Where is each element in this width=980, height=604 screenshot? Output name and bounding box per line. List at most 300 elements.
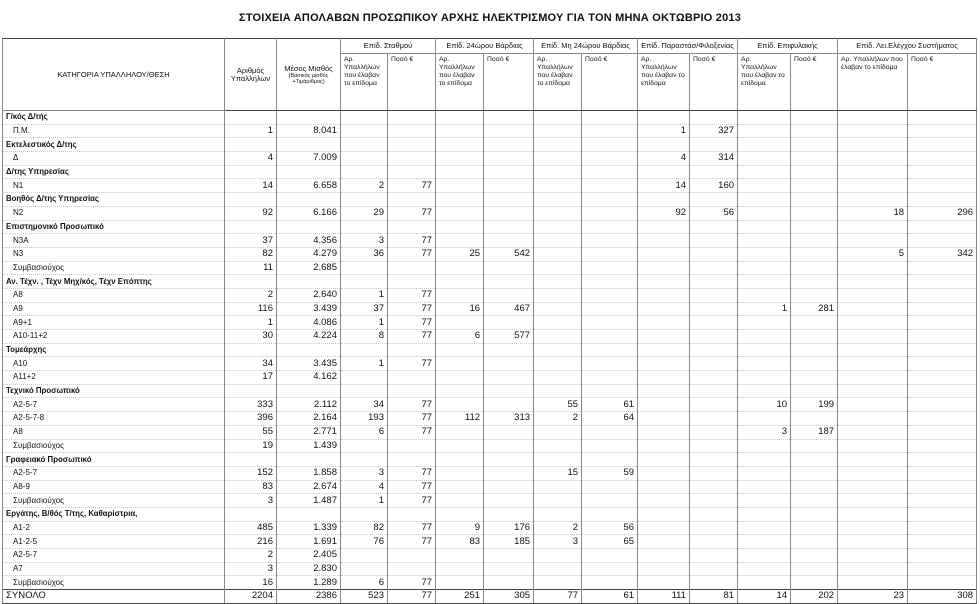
table-cell <box>690 576 738 590</box>
table-cell <box>484 152 534 166</box>
table-cell: 2.640 <box>277 288 341 302</box>
table-cell: 83 <box>436 535 484 549</box>
table-cell <box>436 206 484 220</box>
table-cell: 577 <box>484 330 534 344</box>
table-cell <box>638 234 690 248</box>
table-cell <box>534 357 582 371</box>
amount-subheader: Ποσό € <box>791 54 838 111</box>
table-cell <box>738 316 791 330</box>
table-cell: 36 <box>341 247 388 261</box>
empty-cell <box>638 111 690 125</box>
table-cell: 467 <box>484 302 534 316</box>
table-cell: 2.771 <box>277 425 341 439</box>
empty-cell <box>638 384 690 398</box>
empty-cell <box>484 507 534 521</box>
table-cell: 333 <box>225 398 277 412</box>
empty-cell <box>791 220 838 234</box>
table-cell: 296 <box>908 206 977 220</box>
group-row <box>3 220 977 234</box>
table-cell <box>388 261 436 275</box>
position-label: Α10-11+2 <box>3 330 225 344</box>
table-cell <box>908 549 977 563</box>
table-cell: 92 <box>638 206 690 220</box>
table-cell: 313 <box>484 412 534 426</box>
table-cell: 396 <box>225 412 277 426</box>
table-cell <box>436 261 484 275</box>
empty-cell <box>277 193 341 207</box>
position-label: Συμβασιούχος <box>3 439 225 453</box>
table-cell <box>738 124 791 138</box>
amount-subheader: Ποσό € <box>388 54 436 111</box>
table-cell <box>690 562 738 576</box>
table-row <box>3 439 977 453</box>
table-cell <box>738 371 791 385</box>
table-cell: 76 <box>341 535 388 549</box>
table-cell: 1 <box>341 357 388 371</box>
table-cell <box>738 179 791 193</box>
table-cell: 6.166 <box>277 206 341 220</box>
group-label: Αν. Τέχν. , Τέχν Μηχ/κός, Τέχν Επόπτης <box>3 275 225 289</box>
table-cell: 77 <box>388 425 436 439</box>
empty-cell <box>277 453 341 467</box>
empty-cell <box>690 507 738 521</box>
table-cell: 3 <box>225 494 277 508</box>
position-label: Συμβασιούχος <box>3 261 225 275</box>
empty-cell <box>838 193 908 207</box>
empty-cell <box>277 111 341 125</box>
table-cell <box>484 425 534 439</box>
table-cell: 30 <box>225 330 277 344</box>
table-cell: 25 <box>436 247 484 261</box>
empty-cell <box>484 275 534 289</box>
position-label: Δ <box>3 152 225 166</box>
table-cell <box>908 576 977 590</box>
table-row <box>3 425 977 439</box>
empty-cell <box>738 275 791 289</box>
table-cell: 1 <box>225 316 277 330</box>
empty-cell <box>225 220 277 234</box>
table-cell: 2 <box>341 179 388 193</box>
category-header: ΚΑΤΗΓΟΡΙΑ ΥΠΑΛΛΗΛΟΥ/ΘΕΣΗ <box>3 39 225 111</box>
table-cell <box>436 152 484 166</box>
table-cell <box>738 439 791 453</box>
table-cell <box>690 330 738 344</box>
total-cell: 81 <box>690 590 738 604</box>
empty-cell <box>436 507 484 521</box>
table-cell: 542 <box>484 247 534 261</box>
table-row <box>3 576 977 590</box>
table-cell <box>582 316 638 330</box>
allowance-header-standby: Επίδ. Επιφυλακής <box>738 39 838 54</box>
table-cell <box>582 480 638 494</box>
table-cell <box>582 576 638 590</box>
table-cell <box>484 494 534 508</box>
table-cell <box>534 494 582 508</box>
empty-cell <box>225 275 277 289</box>
empty-cell <box>582 384 638 398</box>
position-label: Α2-5-7 <box>3 466 225 480</box>
empty-cell <box>838 220 908 234</box>
group-row <box>3 507 977 521</box>
employees-subheader: Αρ. Υπαλλήλων που έλαβαν το επίδομα <box>436 54 484 111</box>
empty-cell <box>838 138 908 152</box>
position-label: Α8 <box>3 425 225 439</box>
table-cell: 112 <box>436 412 484 426</box>
table-cell <box>534 439 582 453</box>
table-cell: 77 <box>388 535 436 549</box>
table-cell <box>838 371 908 385</box>
empty-cell <box>388 138 436 152</box>
table-cell: 1.691 <box>277 535 341 549</box>
table-cell <box>436 398 484 412</box>
table-cell <box>436 288 484 302</box>
table-row <box>3 521 977 535</box>
table-cell <box>791 439 838 453</box>
empty-cell <box>341 193 388 207</box>
table-cell <box>908 179 977 193</box>
table-cell: 34 <box>225 357 277 371</box>
table-cell <box>534 302 582 316</box>
empty-cell <box>582 111 638 125</box>
empty-cell <box>582 275 638 289</box>
empty-cell <box>738 343 791 357</box>
table-cell <box>534 562 582 576</box>
position-label: Ν3 <box>3 247 225 261</box>
position-label: Α9+1 <box>3 316 225 330</box>
table-cell: 77 <box>388 330 436 344</box>
table-cell: 77 <box>388 206 436 220</box>
table-cell <box>690 494 738 508</box>
empty-cell <box>388 111 436 125</box>
table-cell <box>838 234 908 248</box>
position-label: Ν2 <box>3 206 225 220</box>
table-cell <box>436 425 484 439</box>
table-cell <box>838 494 908 508</box>
empty-cell <box>341 384 388 398</box>
empty-cell <box>436 165 484 179</box>
table-cell: 3 <box>738 425 791 439</box>
table-cell <box>738 480 791 494</box>
empty-cell <box>341 507 388 521</box>
group-row <box>3 275 977 289</box>
table-row <box>3 247 977 261</box>
position-label: Α1-2 <box>3 521 225 535</box>
table-cell: 3 <box>534 535 582 549</box>
group-row <box>3 111 977 125</box>
empty-cell <box>341 220 388 234</box>
table-cell <box>484 480 534 494</box>
table-cell: 82 <box>225 247 277 261</box>
table-cell <box>738 247 791 261</box>
empty-cell <box>534 384 582 398</box>
table-cell <box>341 124 388 138</box>
table-cell <box>838 439 908 453</box>
table-cell <box>436 316 484 330</box>
table-cell <box>436 549 484 563</box>
empty-cell <box>484 453 534 467</box>
table-cell <box>791 206 838 220</box>
table-cell <box>341 371 388 385</box>
table-cell: 1.439 <box>277 439 341 453</box>
table-cell: 5 <box>838 247 908 261</box>
table-cell <box>791 412 838 426</box>
table-cell: 37 <box>341 302 388 316</box>
table-row <box>3 480 977 494</box>
table-cell <box>582 152 638 166</box>
empty-cell <box>791 343 838 357</box>
total-cell: 77 <box>534 590 582 604</box>
table-cell: 77 <box>388 234 436 248</box>
empty-cell <box>225 138 277 152</box>
position-label: Α2-5-7 <box>3 398 225 412</box>
empty-cell <box>388 193 436 207</box>
table-cell: 1 <box>341 316 388 330</box>
table-cell <box>582 357 638 371</box>
table-cell: 15 <box>534 466 582 480</box>
empty-cell <box>388 384 436 398</box>
table-cell <box>738 535 791 549</box>
table-cell <box>638 439 690 453</box>
table-row <box>3 330 977 344</box>
table-cell: 327 <box>690 124 738 138</box>
table-cell: 9 <box>436 521 484 535</box>
position-label: Ν3Α <box>3 234 225 248</box>
table-cell <box>484 234 534 248</box>
table-cell: 2.112 <box>277 398 341 412</box>
table-cell <box>791 562 838 576</box>
empty-cell <box>341 138 388 152</box>
table-cell: 2.830 <box>277 562 341 576</box>
empty-cell <box>484 138 534 152</box>
table-cell <box>738 412 791 426</box>
table-cell: 1 <box>341 288 388 302</box>
table-cell <box>534 179 582 193</box>
empty-cell <box>277 384 341 398</box>
table-cell <box>690 425 738 439</box>
empty-cell <box>690 220 738 234</box>
empty-cell <box>838 507 908 521</box>
table-row <box>3 562 977 576</box>
table-cell: 314 <box>690 152 738 166</box>
table-cell: 77 <box>388 398 436 412</box>
amount-subheader: Ποσό € <box>582 54 638 111</box>
table-cell <box>582 371 638 385</box>
empty-cell <box>277 138 341 152</box>
table-cell: 8.041 <box>277 124 341 138</box>
empty-cell <box>225 343 277 357</box>
empty-cell <box>738 193 791 207</box>
empty-cell <box>484 111 534 125</box>
table-cell <box>534 576 582 590</box>
empty-cell <box>388 165 436 179</box>
table-cell <box>738 357 791 371</box>
empty-cell <box>738 453 791 467</box>
empty-cell <box>738 384 791 398</box>
table-cell <box>908 466 977 480</box>
table-cell: 77 <box>388 412 436 426</box>
table-cell: 18 <box>838 206 908 220</box>
table-cell <box>908 439 977 453</box>
table-cell <box>791 247 838 261</box>
table-cell: 199 <box>791 398 838 412</box>
empty-cell <box>638 165 690 179</box>
empty-cell <box>534 453 582 467</box>
group-row <box>3 453 977 467</box>
table-cell: 3.435 <box>277 357 341 371</box>
table-cell <box>791 357 838 371</box>
table-body <box>3 111 977 604</box>
table-cell: 37 <box>225 234 277 248</box>
table-cell <box>638 398 690 412</box>
empty-cell <box>791 111 838 125</box>
salary-header <box>277 39 341 111</box>
empty-cell <box>838 343 908 357</box>
table-cell: 4.279 <box>277 247 341 261</box>
total-cell: 14 <box>738 590 791 604</box>
table-cell <box>690 247 738 261</box>
group-label: Δ/της Υπηρεσίας <box>3 165 225 179</box>
table-cell <box>738 206 791 220</box>
table-cell <box>388 439 436 453</box>
table-cell <box>838 261 908 275</box>
empty-cell <box>738 111 791 125</box>
table-cell: 1.339 <box>277 521 341 535</box>
empty-cell <box>838 384 908 398</box>
empty-cell <box>791 507 838 521</box>
table-cell <box>791 535 838 549</box>
table-cell: 64 <box>582 412 638 426</box>
table-cell <box>582 124 638 138</box>
empty-cell <box>436 384 484 398</box>
total-cell: 111 <box>638 590 690 604</box>
empty-cell <box>225 165 277 179</box>
table-cell <box>582 562 638 576</box>
table-cell <box>388 549 436 563</box>
table-cell: 176 <box>484 521 534 535</box>
empty-cell <box>484 193 534 207</box>
empty-cell <box>690 193 738 207</box>
allowance-header-system-control: Επίδ. Λει.Ελέγχου Συστήματος <box>838 39 977 54</box>
table-cell <box>638 288 690 302</box>
table-cell <box>534 288 582 302</box>
table-cell <box>908 425 977 439</box>
total-cell: 2386 <box>277 590 341 604</box>
table-cell <box>791 179 838 193</box>
empty-cell <box>534 343 582 357</box>
table-cell <box>738 562 791 576</box>
table-cell: 2 <box>534 412 582 426</box>
table-cell: 1.487 <box>277 494 341 508</box>
table-cell <box>534 247 582 261</box>
table-cell <box>638 562 690 576</box>
table-cell <box>638 494 690 508</box>
position-label: Α1-2-5 <box>3 535 225 549</box>
table-cell: 1 <box>638 124 690 138</box>
table-cell: 4.086 <box>277 316 341 330</box>
table-cell <box>838 330 908 344</box>
table-cell: 185 <box>484 535 534 549</box>
table-cell <box>690 316 738 330</box>
empty-cell <box>582 193 638 207</box>
total-cell: 61 <box>582 590 638 604</box>
table-cell <box>484 206 534 220</box>
table-cell <box>791 371 838 385</box>
table-cell <box>388 124 436 138</box>
table-row <box>3 234 977 248</box>
table-cell <box>534 234 582 248</box>
table-cell <box>582 179 638 193</box>
table-cell <box>582 288 638 302</box>
position-label: Συμβασιούχος <box>3 576 225 590</box>
table-cell <box>534 152 582 166</box>
group-row <box>3 138 977 152</box>
table-cell: 77 <box>388 466 436 480</box>
group-row <box>3 384 977 398</box>
total-cell: 308 <box>908 590 977 604</box>
table-cell <box>534 206 582 220</box>
table-cell <box>690 535 738 549</box>
employees-subheader: Αρ. Υπαλλήλων που έλαβαν το επίδομα <box>341 54 388 111</box>
table-cell <box>582 330 638 344</box>
empty-cell <box>738 138 791 152</box>
table-cell <box>791 521 838 535</box>
table-cell: 2.164 <box>277 412 341 426</box>
empty-cell <box>791 275 838 289</box>
table-cell <box>436 234 484 248</box>
empty-cell <box>436 275 484 289</box>
table-cell: 77 <box>388 521 436 535</box>
table-cell: 77 <box>388 357 436 371</box>
table-cell: 3 <box>341 466 388 480</box>
empty-cell <box>738 507 791 521</box>
table-cell <box>638 521 690 535</box>
table-row <box>3 535 977 549</box>
table-cell <box>638 247 690 261</box>
table-cell <box>838 288 908 302</box>
empty-cell <box>638 138 690 152</box>
empty-cell <box>341 111 388 125</box>
table-cell <box>690 302 738 316</box>
table-cell <box>690 357 738 371</box>
total-cell: 251 <box>436 590 484 604</box>
table-cell <box>791 576 838 590</box>
empty-cell <box>690 138 738 152</box>
position-label: Α2-5-7-8 <box>3 412 225 426</box>
table-cell <box>436 480 484 494</box>
empty-cell <box>791 165 838 179</box>
empty-cell <box>484 165 534 179</box>
table-cell: 1 <box>738 302 791 316</box>
table-cell <box>738 152 791 166</box>
table-row <box>3 152 977 166</box>
table-cell <box>838 549 908 563</box>
table-cell <box>436 124 484 138</box>
table-cell: 1.289 <box>277 576 341 590</box>
position-label: Α10 <box>3 357 225 371</box>
table-cell <box>791 261 838 275</box>
empty-cell <box>534 165 582 179</box>
total-cell: 523 <box>341 590 388 604</box>
table-cell <box>484 124 534 138</box>
table-cell <box>908 412 977 426</box>
salary-header-label: Μέσος Μισθός <box>284 63 333 73</box>
table-cell <box>534 330 582 344</box>
table-cell: 3 <box>225 562 277 576</box>
empty-cell <box>908 275 977 289</box>
table-cell <box>908 562 977 576</box>
allowance-header-non-24h-shift: Επίδ. Μη 24ώρου Βάρδιας <box>534 39 638 54</box>
table-cell <box>838 412 908 426</box>
